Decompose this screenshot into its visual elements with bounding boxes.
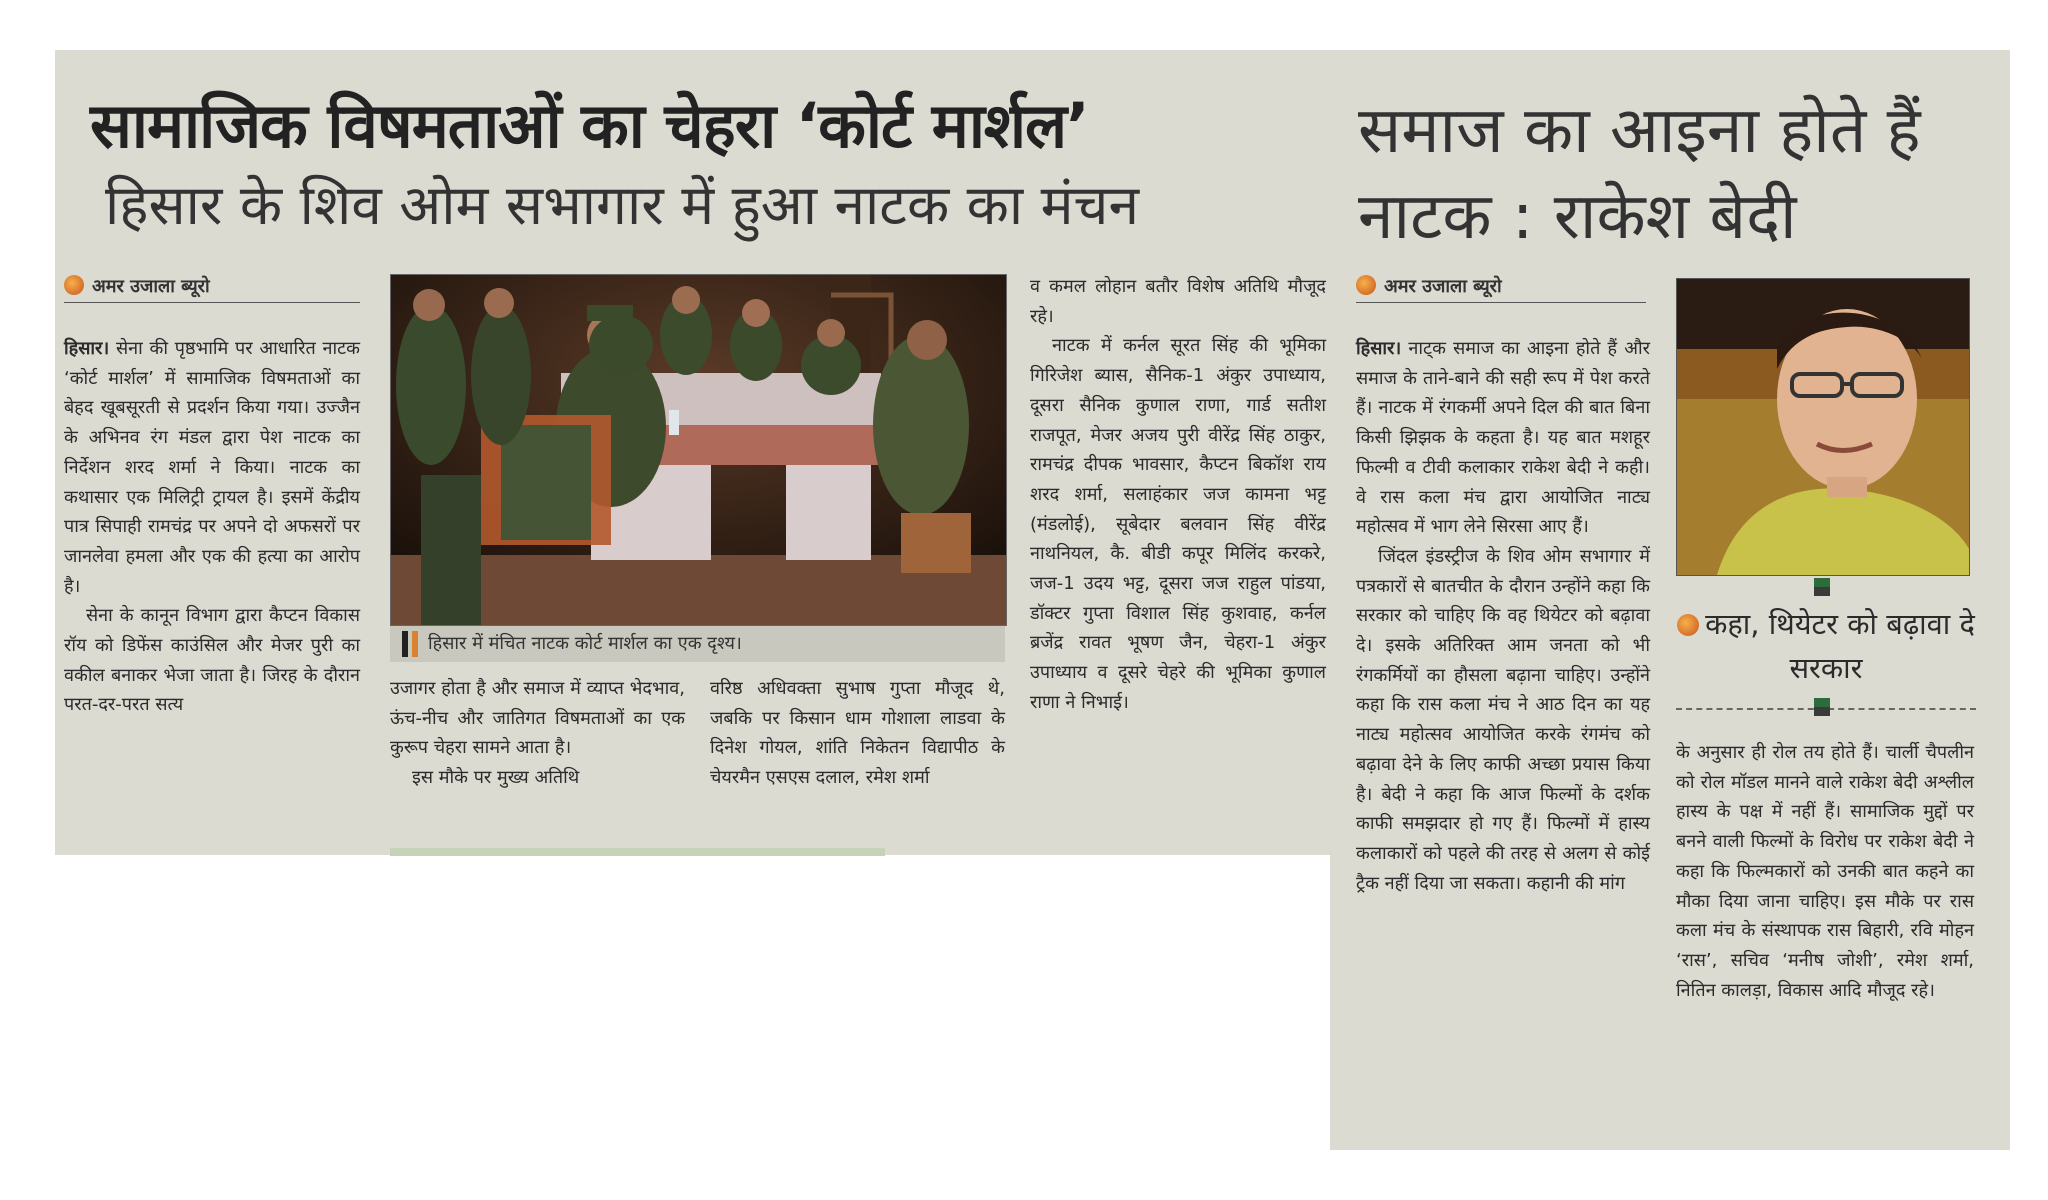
article1-subheadline: हिसार के शिव ओम सभागार में हुआ नाटक का मंचन [105,173,1139,237]
article1-byline: अमर उजाला ब्यूरो [64,272,360,303]
portrait-image [1677,279,1969,575]
marker-square [1814,698,1830,707]
article2-col1-text: नाट्क समाज का आइना होते हैं और समाज के ताने-बाने की सही रूप में पेश करते हैं। नाटक में रंगकर्मी अपने दिल की बात बिना किसी झिझक के कहता है। यह बात मशहूर फिल्मी व टीवी कलाकार राकेश बेदी ने कही। वे रास कला मंच द्वारा आयोजित नाट्य महोत्सव में भाग लेने सिरसा आए हैं। [1356,338,1650,538]
article1-col2-text: उजागर होता है और समाज में व्याप्त भेदभाव, ऊंच-नीच और जातिगत विषमताओं का एक कुरूप चेहरा सामने आता है। [390,678,685,759]
dateline: हिसार। [64,338,110,359]
bullet-icon [1356,275,1376,295]
article1-col1-para2: सेना के कानून विभाग द्वारा कैप्टन विकास रॉय को डिफेंस काउंसिल और मेजर पुरी का वकील बनाकर भेजा जाता है। जिरह के दौरान परत-दर-परत सत्य [64,605,360,716]
article2-column-1 [1356,334,1650,898]
marker-square [1814,578,1830,587]
bullet-icon [1677,614,1699,636]
article1-column-3 [710,674,1005,793]
article2-col1-para2: जिंदल इंडस्ट्रीज के शिव ओम सभागार में पत्रकारों से बातचीत के दौरान उन्होंने कहा कि सरकार को चाहिए कि वह थियेटर को बढ़ावा दे। इसके अतिरिक्त आम जनता को भी रंगकर्मियों का हौसला बढ़ाना चाहिए। उन्होंने कहा कि रास कला मंच ने आठ दिन का यह नाट्य महोत्सव आयोजित करके रंगमंच को बढ़ावा देने के लिए काफी अच्छा प्रयास किया है। बेदी ने कहा कि आज फिल्मों के दर्शक काफी समझदार हो गए हैं। फिल्मों में हास्य कलाकारों को पहले की तरह से अलग से कोई ट्रैक नहीं दिया जा सकता। कहानी की मांग [1356,545,1650,894]
article1-column-2 [390,674,685,793]
article1-column-1 [64,334,360,720]
article1-headline: सामाजिक विषमताओं का चेहरा ‘कोर्ट मार्शल’ [90,89,1089,162]
bullet-icon [64,275,84,295]
article1-col2-para2: इस मौके पर मुख्य अतिथि [412,767,580,789]
dateline: हिसार। [1356,338,1402,359]
article1-column-4 [1030,272,1326,718]
article2-byline: अमर उजाला ब्यूरो [1356,272,1646,303]
rakesh-bedi-portrait [1676,278,1970,576]
photo-caption: हिसार में मंचित नाटक कोर्ट मार्शल का एक दृश्य। [390,626,1005,662]
divider-strip [390,848,885,856]
article1-col1-text: सेना की पृष्ठभामि पर आधारित नाटक ‘कोर्ट मार्शल’ में सामाजिक विषमताओं का बेहद खूबसूरती से प्रदर्शन किया गया। उज्जैन के अभिनव रंग मंडल द्वारा पेश नाटक का निर्देशन शरद शर्मा ने किया। नाटक का कथासार एक मिलिट्री ट्रायल है। इसमें केंद्रीय पात्र सिपाही रामचंद्र पर अपने दो अफसरों पर जानलेवा हमला और एक की हत्या का आरोप है। [64,338,360,597]
article1-col3-text: वरिष्ठ अधिवक्ता सुभाष गुप्ता मौजूद थे, जबकि पर किसान धाम गोशाला लाडवा के दिनेश गोयल, शांति निकेतन विद्यापीठ के चेयरमैन एसएस दलाल, रमेश शर्मा [710,678,1005,789]
article1-col4-para2: नाटक में कर्नल सूरत सिंह की भूमिका गिरिजेश ब्यास, सैनिक-1 अंकुर उपाध्याय, दूसरा सैनिक कुणाल राणा, गार्ड सतीश राजपूत, मेजर अजय पुरी वीरेंद्र सिंह ठाकुर, रामचंद्र दीपक भावसार, कैप्टन बिकॉश राय शरद शर्मा, सलाहंकार जज कामना भट्ट (मंडलोई), सूबेदार बलवान सिंह वीरेंद्र नाथनियल, कै. बीडी कपूर मिलिंद करकरे, जज-1 उदय भट्ट, दूसरा जज राहुल पांडया, डॉक्टर गुप्ता विशाल सिंह कुशवाह, कर्नल ब्रजेंद्र रावत भूषण जैन, चेहरा-1 अंकुर उपाध्याय व दूसरे चेहरे की भूमिका कुणाल राणा ने निभाई। [1030,335,1326,713]
stage-scene-image [391,275,1006,625]
article1-col4-text: व कमल लोहान बतौर विशेष अतिथि मौजूद रहे। [1030,276,1326,327]
article2-headline: समाज का आइना होते हैं नाटक : राकेश बेदी [1358,94,1921,254]
marker-square [1814,587,1830,596]
court-martial-photo [390,274,1007,626]
pull-quote: कहा, थियेटर को बढ़ावा दे सरकार [1676,602,1976,690]
marker-square [1814,707,1830,716]
article2-column-2 [1676,738,1974,1005]
article2-col2-text: के अनुसार ही रोल तय होते हैं। चार्ली चैपलीन को रोल मॉडल मानने वाले राकेश बेदी अश्लील हास्य के पक्ष में नहीं हैं। सामाजिक मुद्दों पर बनने वाली फिल्मों के विरोध पर राकेश बेदी ने कहा कि फिल्मकारों को उनकी बात कहने का मौका दिया जाना चाहिए। इस मौके पर रास कला मंच के संस्थापक रास बिहारी, रवि मोहन ‘रास’, सचिव ‘मनीष जोशी’, रमेश शर्मा, नितिन कालड़ा, विकास आदि मौजूद रहे। [1676,742,1974,1001]
